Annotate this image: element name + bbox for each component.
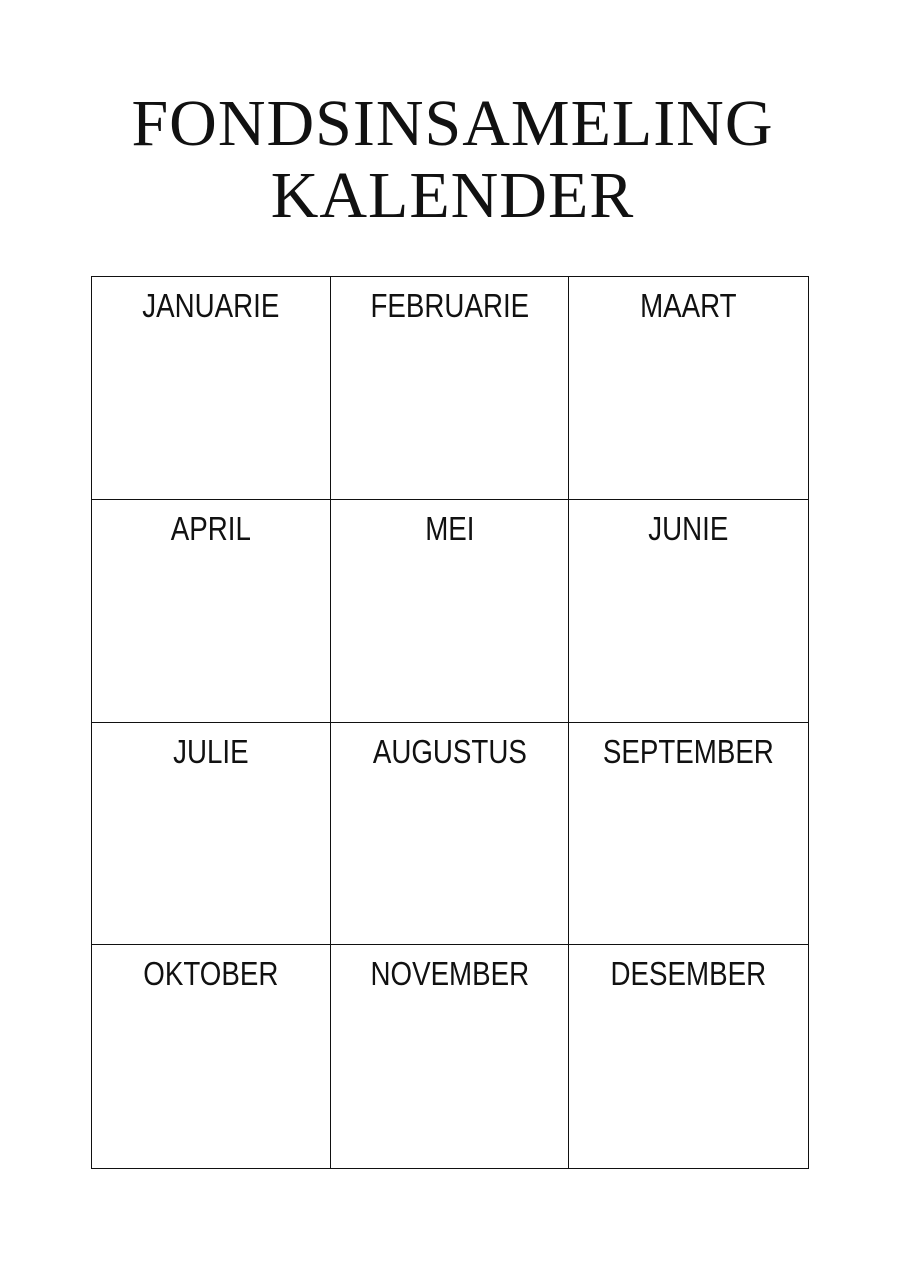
month-cell-mei bbox=[331, 500, 570, 723]
month-cell-januarie bbox=[92, 277, 331, 500]
month-cell-maart bbox=[569, 277, 808, 500]
month-label: FEBRUARIE bbox=[370, 287, 529, 324]
title-line-1: FONDSINSAMELING bbox=[131, 87, 774, 160]
month-cell-april bbox=[92, 500, 331, 723]
page-title bbox=[0, 88, 905, 232]
month-label: APRIL bbox=[170, 509, 251, 547]
month-label: DESEMBER bbox=[610, 955, 767, 993]
month-cell-november bbox=[331, 945, 570, 1168]
month-label: MAART bbox=[640, 287, 737, 324]
month-label: OKTOBER bbox=[143, 955, 279, 993]
month-label: JANUARIE bbox=[142, 287, 280, 324]
calendar-grid bbox=[91, 276, 809, 1169]
month-label: AUGUSTUS bbox=[372, 732, 527, 770]
month-cell-junie bbox=[569, 500, 808, 723]
month-label: JUNIE bbox=[648, 509, 729, 547]
month-cell-julie bbox=[92, 723, 331, 946]
month-cell-oktober bbox=[92, 945, 331, 1168]
month-cell-september bbox=[569, 723, 808, 946]
month-label: NOVEMBER bbox=[370, 955, 529, 993]
month-cell-augustus bbox=[331, 723, 570, 946]
month-label: JULIE bbox=[173, 732, 249, 770]
title-line-2: KALENDER bbox=[270, 159, 635, 232]
month-cell-februarie bbox=[331, 277, 570, 500]
month-cell-desember bbox=[569, 945, 808, 1168]
month-label: MEI bbox=[424, 509, 475, 547]
month-label: SEPTEMBER bbox=[603, 732, 775, 770]
